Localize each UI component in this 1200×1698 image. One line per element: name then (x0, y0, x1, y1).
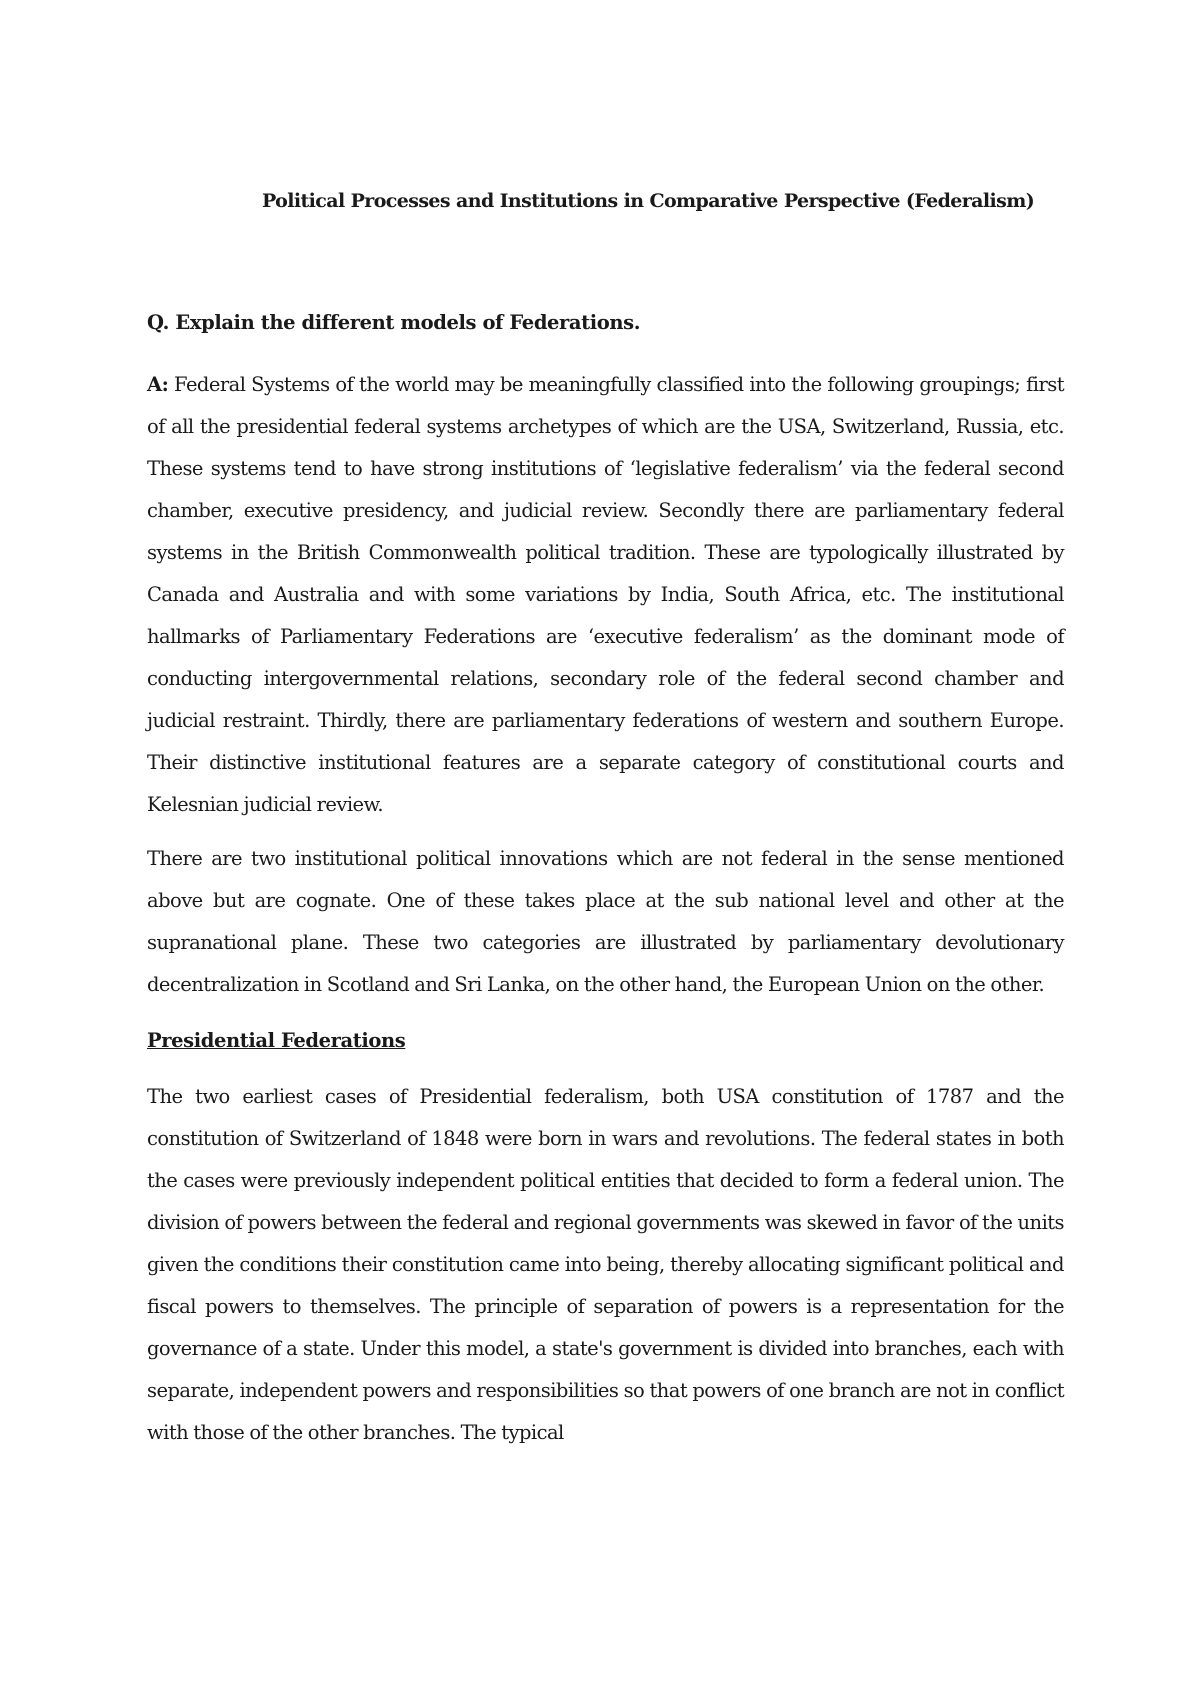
document-content (147, 188, 1064, 1454)
section-paragraph: The two earliest cases of Presidential federalism, both USA constitution of 1787 and the constitution of Switzerland of 1848 were born in wars and revolutions. The federal states in both the cases were previously independent political entities that decided to form a federal union. The division of powers between the federal and regional governments was skewed in favor of the units given the conditions their constitution came into being, thereby allocating significant political and fiscal powers to themselves. The principle of separation of powers is a representation for the governance of a state. Under this model, a state's government is divided into branches, each with separate, independent powers and responsibilities so that powers of one branch are not in conflict with those of the other branches. The typical (147, 1085, 1064, 1444)
answer-prefix: A: (147, 373, 169, 396)
section-heading-presidential-federations: Presidential Federations (147, 1029, 406, 1052)
question-heading: Q. Explain the different models of Federations. (147, 311, 641, 334)
answer-paragraph (147, 364, 1064, 826)
body-paragraph-2: There are two institutional political innovations which are not federal in the sense mentioned above but are cognate. One of these takes place at the sub national level and other at the supranational plane. These two categories are illustrated by parliamentary devolutionary decentralization in Scotland and Sri Lanka, on the other hand, the European Union on the other. (147, 847, 1064, 996)
document-title: Political Processes and Institutions in Comparative Perspective (Federalism) (262, 190, 1035, 212)
answer-text: Federal Systems of the world may be meaningfully classified into the following groupings; first of all the presidential federal systems archetypes of which are the USA, Switzerland, Russia, etc. These systems tend to have strong institutions of ‘legislative federalism’ via the federal second chamber, executive presidency, and judicial review. Secondly there are parliamentary federal systems in the British Commonwealth political tradition. These are typologically illustrated by Canada and Australia and with some variations by India, South Africa, etc. The institutional hallmarks of Parliamentary Federations are ‘executive federalism’ as the dominant mode of conducting intergovernmental relations, secondary role of the federal second chamber and judicial restraint. Thirdly, there are parliamentary federations of western and southern Europe. Their distinctive institutional features are a separate category of constitutional courts and Kelesnian judicial review. (147, 373, 1064, 816)
